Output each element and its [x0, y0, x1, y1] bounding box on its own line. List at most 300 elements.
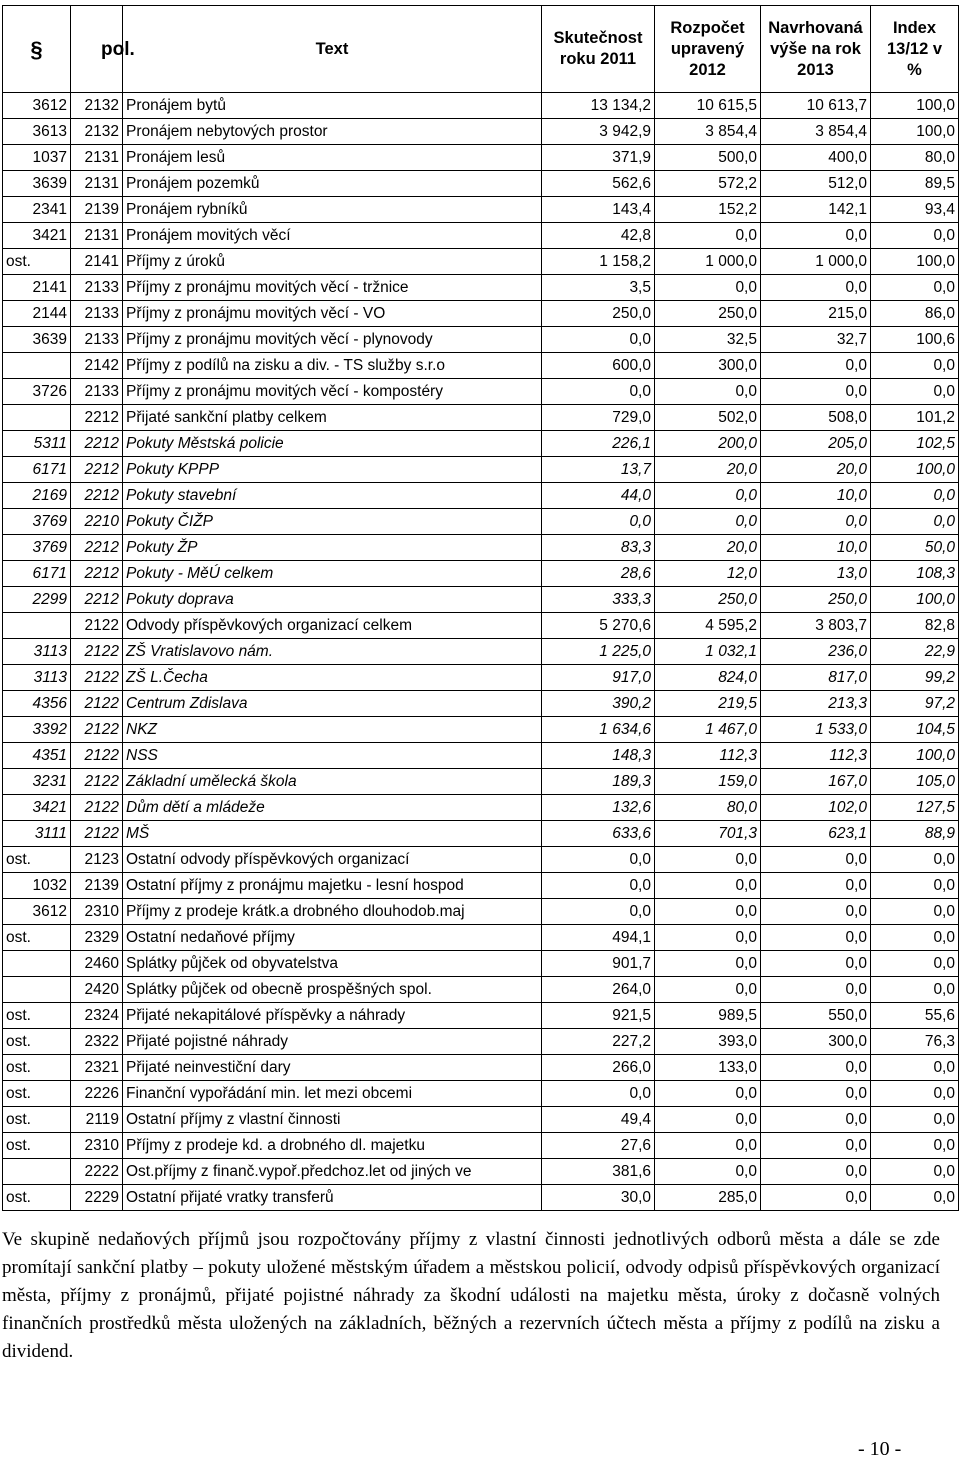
row-proposed-2013: 0,0 [761, 509, 871, 535]
table-row [3, 1029, 959, 1055]
row-pol: 2229 [71, 1185, 123, 1211]
table-row [3, 93, 959, 119]
row-text: Odvody příspěvkových organizací celkem [123, 613, 542, 639]
table-row [3, 327, 959, 353]
row-index: 100,0 [871, 457, 959, 483]
row-text: NKZ [123, 717, 542, 743]
row-pol: 2122 [71, 795, 123, 821]
row-text: Příjmy z podílů na zisku a div. - TS služby s.r.o [123, 353, 542, 379]
row-budget-2012: 0,0 [655, 1159, 761, 1185]
row-budget-2012: 0,0 [655, 1107, 761, 1133]
row-pol: 2460 [71, 951, 123, 977]
row-proposed-2013: 250,0 [761, 587, 871, 613]
row-actual-2011: 371,9 [542, 145, 655, 171]
row-pol: 2131 [71, 171, 123, 197]
row-text: Pokuty stavební [123, 483, 542, 509]
row-actual-2011: 0,0 [542, 899, 655, 925]
row-budget-2012: 0,0 [655, 847, 761, 873]
row-budget-2012: 572,2 [655, 171, 761, 197]
row-section: 3111 [3, 821, 71, 847]
table-row [3, 483, 959, 509]
row-actual-2011: 3,5 [542, 275, 655, 301]
row-text: Pronájem lesů [123, 145, 542, 171]
row-pol: 2122 [71, 639, 123, 665]
row-pol: 2122 [71, 821, 123, 847]
row-actual-2011: 0,0 [542, 1081, 655, 1107]
table-row [3, 535, 959, 561]
row-section: 1032 [3, 873, 71, 899]
header-proposed-2013-line3: 2013 [797, 60, 834, 79]
row-proposed-2013: 0,0 [761, 379, 871, 405]
row-index: 100,6 [871, 327, 959, 353]
row-budget-2012: 1 467,0 [655, 717, 761, 743]
row-text: Pokuty KPPP [123, 457, 542, 483]
row-budget-2012: 0,0 [655, 275, 761, 301]
row-index: 0,0 [871, 1107, 959, 1133]
row-actual-2011: 148,3 [542, 743, 655, 769]
row-text: Příjmy z prodeje kd. a drobného dl. majetku [123, 1133, 542, 1159]
row-section: 4356 [3, 691, 71, 717]
row-pol: 2131 [71, 223, 123, 249]
row-text: Pronájem bytů [123, 93, 542, 119]
row-index: 0,0 [871, 509, 959, 535]
row-text: Pronájem rybníků [123, 197, 542, 223]
row-text: Příjmy z pronájmu movitých věcí - VO [123, 301, 542, 327]
row-index: 86,0 [871, 301, 959, 327]
row-text: Pokuty ŽP [123, 535, 542, 561]
header-actual-2011-line1: Skutečnost [553, 29, 643, 47]
row-pol: 2322 [71, 1029, 123, 1055]
row-proposed-2013: 0,0 [761, 1133, 871, 1159]
row-budget-2012: 1 032,1 [655, 639, 761, 665]
row-budget-2012: 0,0 [655, 977, 761, 1003]
row-budget-2012: 1 000,0 [655, 249, 761, 275]
row-budget-2012: 0,0 [655, 925, 761, 951]
row-pol: 2132 [71, 119, 123, 145]
table-row [3, 925, 959, 951]
row-text: Finanční vypořádání min. let mezi obcemi [123, 1081, 542, 1107]
row-section: 3231 [3, 769, 71, 795]
row-budget-2012: 159,0 [655, 769, 761, 795]
row-index: 102,5 [871, 431, 959, 457]
row-pol: 2212 [71, 431, 123, 457]
row-budget-2012: 0,0 [655, 483, 761, 509]
row-actual-2011: 143,4 [542, 197, 655, 223]
row-index: 0,0 [871, 873, 959, 899]
row-index: 82,8 [871, 613, 959, 639]
row-budget-2012: 4 595,2 [655, 613, 761, 639]
table-row [3, 223, 959, 249]
row-actual-2011: 901,7 [542, 951, 655, 977]
row-index: 76,3 [871, 1029, 959, 1055]
table-row [3, 431, 959, 457]
row-budget-2012: 0,0 [655, 223, 761, 249]
row-proposed-2013: 0,0 [761, 977, 871, 1003]
row-actual-2011: 0,0 [542, 509, 655, 535]
header-proposed-2013-line2: výše na rok [770, 39, 861, 58]
row-text: Ostatní příjmy z pronájmu majetku - lesní hospod [123, 873, 542, 899]
row-index: 0,0 [871, 275, 959, 301]
table-row [3, 691, 959, 717]
row-budget-2012: 502,0 [655, 405, 761, 431]
row-index: 100,0 [871, 249, 959, 275]
row-budget-2012: 0,0 [655, 873, 761, 899]
table-row [3, 197, 959, 223]
table-row [3, 171, 959, 197]
table-row [3, 1107, 959, 1133]
row-index: 99,2 [871, 665, 959, 691]
table-row [3, 873, 959, 899]
row-actual-2011: 3 942,9 [542, 119, 655, 145]
row-budget-2012: 0,0 [655, 951, 761, 977]
row-text: Ostatní příjmy z vlastní činnosti [123, 1107, 542, 1133]
row-section: ost. [3, 1185, 71, 1211]
row-text: Základní umělecká škola [123, 769, 542, 795]
row-pol: 2310 [71, 899, 123, 925]
row-budget-2012: 152,2 [655, 197, 761, 223]
row-budget-2012: 20,0 [655, 457, 761, 483]
row-pol: 2133 [71, 379, 123, 405]
row-pol: 2139 [71, 197, 123, 223]
row-pol: 2226 [71, 1081, 123, 1107]
row-actual-2011: 250,0 [542, 301, 655, 327]
row-section: 3113 [3, 665, 71, 691]
row-proposed-2013: 1 000,0 [761, 249, 871, 275]
row-budget-2012: 80,0 [655, 795, 761, 821]
table-row [3, 405, 959, 431]
row-proposed-2013: 102,0 [761, 795, 871, 821]
row-pol: 2329 [71, 925, 123, 951]
row-pol: 2321 [71, 1055, 123, 1081]
row-proposed-2013: 0,0 [761, 925, 871, 951]
header-budget-2012-line2: upravený [670, 39, 745, 58]
row-section: 4351 [3, 743, 71, 769]
row-pol: 2324 [71, 1003, 123, 1029]
row-actual-2011: 264,0 [542, 977, 655, 1003]
row-proposed-2013: 10 613,7 [761, 93, 871, 119]
row-budget-2012: 200,0 [655, 431, 761, 457]
row-index: 101,2 [871, 405, 959, 431]
row-budget-2012: 0,0 [655, 899, 761, 925]
row-text: Pokuty - MěÚ celkem [123, 561, 542, 587]
row-index: 97,2 [871, 691, 959, 717]
row-pol: 2420 [71, 977, 123, 1003]
row-pol: 2122 [71, 691, 123, 717]
row-pol: 2222 [71, 1159, 123, 1185]
header-proposed-2013-line1: Navrhovaná [768, 18, 863, 37]
table-row [3, 379, 959, 405]
row-budget-2012: 701,3 [655, 821, 761, 847]
row-pol: 2212 [71, 561, 123, 587]
row-text: Přijaté neinvestiční dary [123, 1055, 542, 1081]
row-actual-2011: 1 634,6 [542, 717, 655, 743]
table-row [3, 951, 959, 977]
row-proposed-2013: 167,0 [761, 769, 871, 795]
row-index: 0,0 [871, 353, 959, 379]
row-proposed-2013: 508,0 [761, 405, 871, 431]
row-proposed-2013: 0,0 [761, 275, 871, 301]
row-budget-2012: 500,0 [655, 145, 761, 171]
row-section: 3421 [3, 223, 71, 249]
row-budget-2012: 20,0 [655, 535, 761, 561]
row-pol: 2133 [71, 327, 123, 353]
header-budget-2012-line3: 2012 [689, 60, 726, 79]
row-index: 0,0 [871, 1185, 959, 1211]
row-budget-2012: 989,5 [655, 1003, 761, 1029]
row-budget-2012: 112,3 [655, 743, 761, 769]
row-actual-2011: 42,8 [542, 223, 655, 249]
row-text: Ostatní přijaté vratky transferů [123, 1185, 542, 1211]
row-actual-2011: 633,6 [542, 821, 655, 847]
row-actual-2011: 917,0 [542, 665, 655, 691]
row-budget-2012: 824,0 [655, 665, 761, 691]
row-pol: 2139 [71, 873, 123, 899]
row-text: Příjmy z pronájmu movitých věcí - plynovody [123, 327, 542, 353]
budget-table [2, 5, 959, 1211]
table-row [3, 899, 959, 925]
row-actual-2011: 0,0 [542, 847, 655, 873]
row-section: 3113 [3, 639, 71, 665]
table-body [3, 93, 959, 1211]
row-actual-2011: 729,0 [542, 405, 655, 431]
row-proposed-2013: 3 854,4 [761, 119, 871, 145]
row-section [3, 977, 71, 1003]
row-pol: 2133 [71, 275, 123, 301]
row-proposed-2013: 0,0 [761, 951, 871, 977]
table-row [3, 561, 959, 587]
table-row [3, 119, 959, 145]
row-proposed-2013: 236,0 [761, 639, 871, 665]
row-proposed-2013: 20,0 [761, 457, 871, 483]
row-actual-2011: 494,1 [542, 925, 655, 951]
header-proposed-2013 [761, 6, 871, 93]
row-actual-2011: 226,1 [542, 431, 655, 457]
row-actual-2011: 1 158,2 [542, 249, 655, 275]
row-actual-2011: 0,0 [542, 327, 655, 353]
table-row [3, 977, 959, 1003]
row-proposed-2013: 0,0 [761, 1055, 871, 1081]
row-actual-2011: 189,3 [542, 769, 655, 795]
row-proposed-2013: 112,3 [761, 743, 871, 769]
row-index: 93,4 [871, 197, 959, 223]
row-pol: 2212 [71, 587, 123, 613]
row-index: 100,0 [871, 587, 959, 613]
row-text: MŠ [123, 821, 542, 847]
row-actual-2011: 390,2 [542, 691, 655, 717]
row-section [3, 405, 71, 431]
row-index: 0,0 [871, 1081, 959, 1107]
row-text: NSS [123, 743, 542, 769]
row-section: 2341 [3, 197, 71, 223]
row-actual-2011: 30,0 [542, 1185, 655, 1211]
row-pol: 2212 [71, 457, 123, 483]
table-row [3, 665, 959, 691]
row-section: ost. [3, 1055, 71, 1081]
row-proposed-2013: 142,1 [761, 197, 871, 223]
row-section: ost. [3, 847, 71, 873]
row-index: 0,0 [871, 899, 959, 925]
header-index-line3: % [907, 60, 922, 79]
row-proposed-2013: 13,0 [761, 561, 871, 587]
row-proposed-2013: 0,0 [761, 873, 871, 899]
row-index: 0,0 [871, 1133, 959, 1159]
table-row [3, 1159, 959, 1185]
row-actual-2011: 1 225,0 [542, 639, 655, 665]
row-actual-2011: 5 270,6 [542, 613, 655, 639]
header-budget-2012 [655, 6, 761, 93]
row-text: Přijaté pojistné náhrady [123, 1029, 542, 1055]
table-row [3, 717, 959, 743]
row-section: ost. [3, 1003, 71, 1029]
row-proposed-2013: 3 803,7 [761, 613, 871, 639]
row-text: Pokuty Městská policie [123, 431, 542, 457]
row-section: 3612 [3, 899, 71, 925]
row-proposed-2013: 300,0 [761, 1029, 871, 1055]
table-row [3, 145, 959, 171]
row-text: Pokuty ČIŽP [123, 509, 542, 535]
table-row [3, 1133, 959, 1159]
row-section: 3769 [3, 535, 71, 561]
row-proposed-2013: 0,0 [761, 847, 871, 873]
row-index: 0,0 [871, 951, 959, 977]
row-text: ZŠ Vratislavovo nám. [123, 639, 542, 665]
row-index: 80,0 [871, 145, 959, 171]
row-actual-2011: 562,6 [542, 171, 655, 197]
row-proposed-2013: 10,0 [761, 483, 871, 509]
row-index: 100,0 [871, 119, 959, 145]
row-section: 2141 [3, 275, 71, 301]
row-pol: 2119 [71, 1107, 123, 1133]
table-row [3, 457, 959, 483]
row-budget-2012: 219,5 [655, 691, 761, 717]
row-actual-2011: 333,3 [542, 587, 655, 613]
header-pol: pol. [71, 6, 123, 93]
row-section: 2169 [3, 483, 71, 509]
header-actual-2011-line2: roku 2011 [559, 50, 637, 68]
row-text: Pronájem movitých věcí [123, 223, 542, 249]
row-pol: 2210 [71, 509, 123, 535]
row-proposed-2013: 623,1 [761, 821, 871, 847]
table-row [3, 1185, 959, 1211]
row-section: 2144 [3, 301, 71, 327]
row-proposed-2013: 817,0 [761, 665, 871, 691]
row-pol: 2122 [71, 717, 123, 743]
row-section [3, 353, 71, 379]
table-row [3, 301, 959, 327]
row-proposed-2013: 0,0 [761, 1107, 871, 1133]
row-text: Přijaté sankční platby celkem [123, 405, 542, 431]
row-text: Pokuty doprava [123, 587, 542, 613]
row-pol: 2142 [71, 353, 123, 379]
row-index: 0,0 [871, 925, 959, 951]
row-section: ost. [3, 249, 71, 275]
table-row [3, 1055, 959, 1081]
row-section: 3613 [3, 119, 71, 145]
row-budget-2012: 3 854,4 [655, 119, 761, 145]
row-budget-2012: 393,0 [655, 1029, 761, 1055]
row-section: ost. [3, 1133, 71, 1159]
row-budget-2012: 0,0 [655, 1133, 761, 1159]
row-actual-2011: 49,4 [542, 1107, 655, 1133]
row-text: Ostatní nedaňové příjmy [123, 925, 542, 951]
row-proposed-2013: 400,0 [761, 145, 871, 171]
row-text: Příjmy z úroků [123, 249, 542, 275]
row-index: 105,0 [871, 769, 959, 795]
row-index: 55,6 [871, 1003, 959, 1029]
row-actual-2011: 13,7 [542, 457, 655, 483]
row-budget-2012: 133,0 [655, 1055, 761, 1081]
header-index-line1: Index [892, 18, 937, 37]
row-index: 22,9 [871, 639, 959, 665]
row-text: Ostatní odvody příspěvkových organizací [123, 847, 542, 873]
row-index: 0,0 [871, 1159, 959, 1185]
row-text: Příjmy z prodeje krátk.a drobného dlouhodob.maj [123, 899, 542, 925]
row-section: ost. [3, 1081, 71, 1107]
row-budget-2012: 250,0 [655, 587, 761, 613]
row-pol: 2212 [71, 535, 123, 561]
row-text: Ost.příjmy z finanč.vypoř.předchoz.let od jiných ve [123, 1159, 542, 1185]
header-budget-2012-line1: Rozpočet [670, 18, 745, 37]
row-pol: 2122 [71, 613, 123, 639]
row-text: Pronájem nebytových prostor [123, 119, 542, 145]
row-proposed-2013: 10,0 [761, 535, 871, 561]
row-text: Přijaté nekapitálové příspěvky a náhrady [123, 1003, 542, 1029]
table-row [3, 743, 959, 769]
row-proposed-2013: 1 533,0 [761, 717, 871, 743]
row-proposed-2013: 0,0 [761, 1081, 871, 1107]
row-budget-2012: 12,0 [655, 561, 761, 587]
header-index [871, 6, 959, 93]
table-row [3, 769, 959, 795]
table-row [3, 249, 959, 275]
row-actual-2011: 381,6 [542, 1159, 655, 1185]
header-index-line2: 13/12 v [886, 39, 943, 58]
row-actual-2011: 227,2 [542, 1029, 655, 1055]
row-proposed-2013: 32,7 [761, 327, 871, 353]
row-proposed-2013: 213,3 [761, 691, 871, 717]
table-row [3, 1081, 959, 1107]
table-row [3, 795, 959, 821]
row-actual-2011: 0,0 [542, 379, 655, 405]
row-pol: 2133 [71, 301, 123, 327]
table-row [3, 821, 959, 847]
row-pol: 2122 [71, 769, 123, 795]
row-pol: 2310 [71, 1133, 123, 1159]
row-index: 100,0 [871, 93, 959, 119]
row-section: 3769 [3, 509, 71, 535]
table-row [3, 847, 959, 873]
row-section: 3726 [3, 379, 71, 405]
table-row [3, 587, 959, 613]
row-text: Pronájem pozemků [123, 171, 542, 197]
row-index: 104,5 [871, 717, 959, 743]
row-section: ost. [3, 1029, 71, 1055]
row-actual-2011: 44,0 [542, 483, 655, 509]
header-section-symbol: § [3, 6, 71, 93]
row-budget-2012: 250,0 [655, 301, 761, 327]
row-actual-2011: 28,6 [542, 561, 655, 587]
row-section: 2299 [3, 587, 71, 613]
row-index: 100,0 [871, 743, 959, 769]
row-text: Splátky půjček od obecně prospěšných spol. [123, 977, 542, 1003]
table-row [3, 275, 959, 301]
row-budget-2012: 300,0 [655, 353, 761, 379]
row-proposed-2013: 0,0 [761, 223, 871, 249]
row-index: 0,0 [871, 847, 959, 873]
row-proposed-2013: 550,0 [761, 1003, 871, 1029]
row-text: Centrum Zdislava [123, 691, 542, 717]
row-section: 3639 [3, 171, 71, 197]
